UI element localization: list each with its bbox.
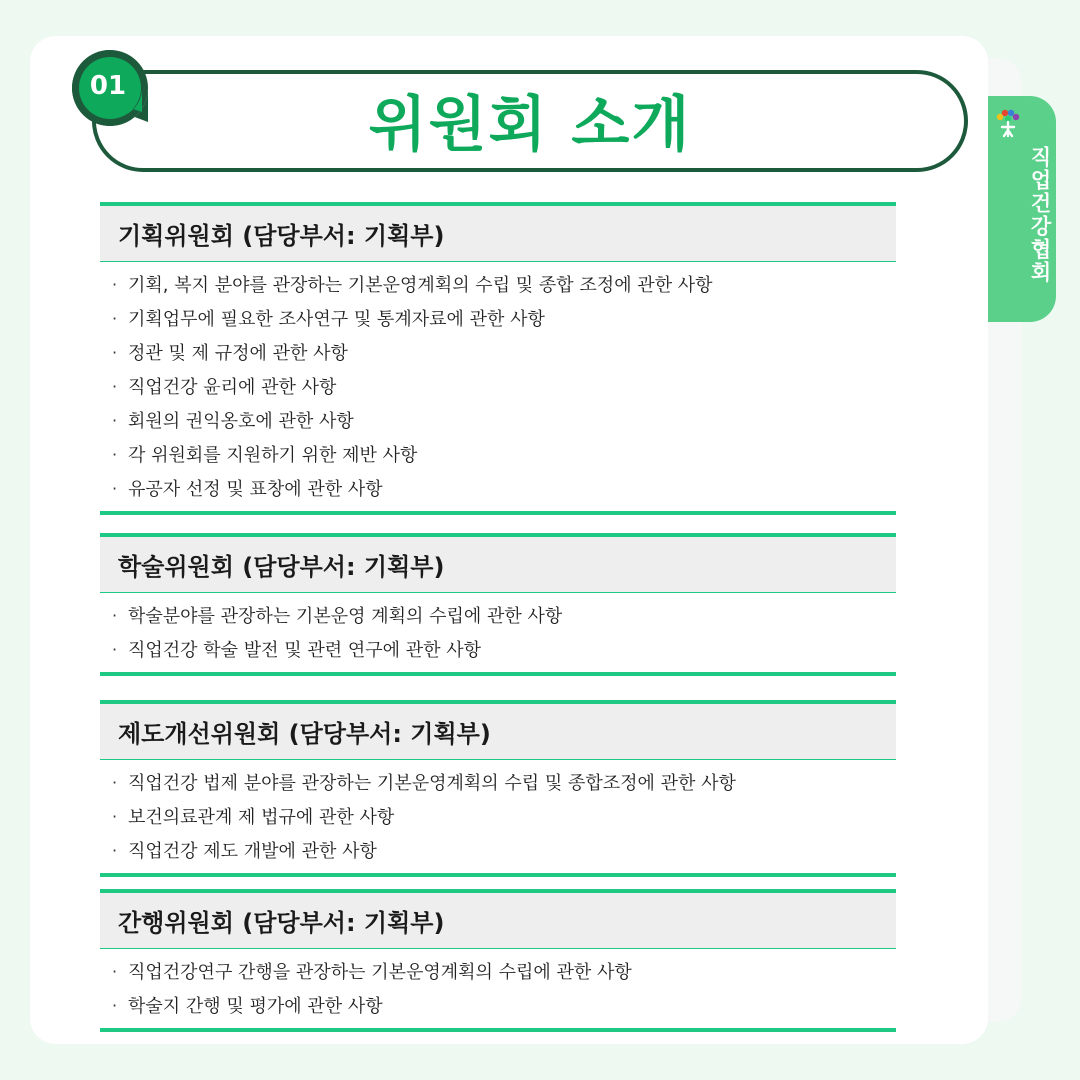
item-text: 직업건강 학술 발전 및 관련 연구에 관한 사항 xyxy=(128,640,482,661)
list-item xyxy=(100,632,896,666)
badge-number: 01 xyxy=(89,71,127,101)
number-badge xyxy=(72,50,148,126)
list-item xyxy=(100,369,896,403)
bullet-icon: · xyxy=(112,342,118,362)
section-list xyxy=(100,593,896,672)
list-item xyxy=(100,833,896,867)
item-text: 회원의 권익옹호에 관한 사항 xyxy=(128,411,354,432)
item-text: 정관 및 제 규정에 관한 사항 xyxy=(128,343,348,364)
section-list xyxy=(100,949,896,1028)
section-academic xyxy=(100,533,896,676)
bullet-icon: · xyxy=(112,961,118,981)
item-text: 직업건강 제도 개발에 관한 사항 xyxy=(128,841,377,862)
bullet-icon: · xyxy=(112,444,118,464)
item-text: 직업건강 윤리에 관한 사항 xyxy=(128,377,337,398)
section-header: 제도개선위원회 (담당부서: 기획부) xyxy=(100,700,896,760)
tree-person-logo-icon xyxy=(992,108,1024,140)
section-header: 간행위원회 (담당부서: 기획부) xyxy=(100,889,896,949)
list-item xyxy=(100,471,896,505)
list-item xyxy=(100,301,896,335)
bullet-icon: · xyxy=(112,376,118,396)
item-text: 각 위원회를 지원하기 위한 제반 사항 xyxy=(128,445,418,466)
list-item xyxy=(100,799,896,833)
section-list xyxy=(100,262,896,511)
list-item xyxy=(100,267,896,301)
bullet-icon: · xyxy=(112,995,118,1015)
list-item xyxy=(100,765,896,799)
list-item xyxy=(100,437,896,471)
list-item xyxy=(100,954,896,988)
bullet-icon: · xyxy=(112,478,118,498)
bullet-icon: · xyxy=(112,806,118,826)
item-text: 학술분야를 관장하는 기본운영 계획의 수립에 관한 사항 xyxy=(128,606,563,627)
bullet-icon: · xyxy=(112,274,118,294)
list-item xyxy=(100,403,896,437)
bullet-icon: · xyxy=(112,840,118,860)
item-text: 기획업무에 필요한 조사연구 및 통계자료에 관한 사항 xyxy=(128,309,545,330)
bullet-icon: · xyxy=(112,410,118,430)
section-header: 학술위원회 (담당부서: 기획부) xyxy=(100,533,896,593)
item-text: 보건의료관계 제 법규에 관한 사항 xyxy=(128,807,395,828)
item-text: 유공자 선정 및 표창에 관한 사항 xyxy=(128,479,383,500)
section-publication xyxy=(100,889,896,1032)
section-list xyxy=(100,760,896,873)
section-header: 기획위원회 (담당부서: 기획부) xyxy=(100,202,896,262)
item-text: 직업건강 법제 분야를 관장하는 기본운영계획의 수립 및 종합조정에 관한 사항 xyxy=(128,773,736,794)
page-title: 위원회 소개 xyxy=(368,90,692,160)
title-banner xyxy=(92,70,968,172)
item-text: 기획, 복지 분야를 관장하는 기본운영계획의 수립 및 종합 조정에 관한 사항 xyxy=(128,275,713,296)
item-text: 직업건강연구 간행을 관장하는 기본운영계획의 수립에 관한 사항 xyxy=(128,962,632,983)
list-item xyxy=(100,335,896,369)
bullet-icon: · xyxy=(112,639,118,659)
list-item xyxy=(100,598,896,632)
bullet-icon: · xyxy=(112,308,118,328)
bullet-icon: · xyxy=(112,772,118,792)
bullet-icon: · xyxy=(112,605,118,625)
section-policy xyxy=(100,700,896,877)
item-text: 학술지 간행 및 평가에 관한 사항 xyxy=(128,996,383,1017)
list-item xyxy=(100,988,896,1022)
section-planning xyxy=(100,202,896,515)
org-name: 직업건강협회 xyxy=(1028,146,1052,284)
